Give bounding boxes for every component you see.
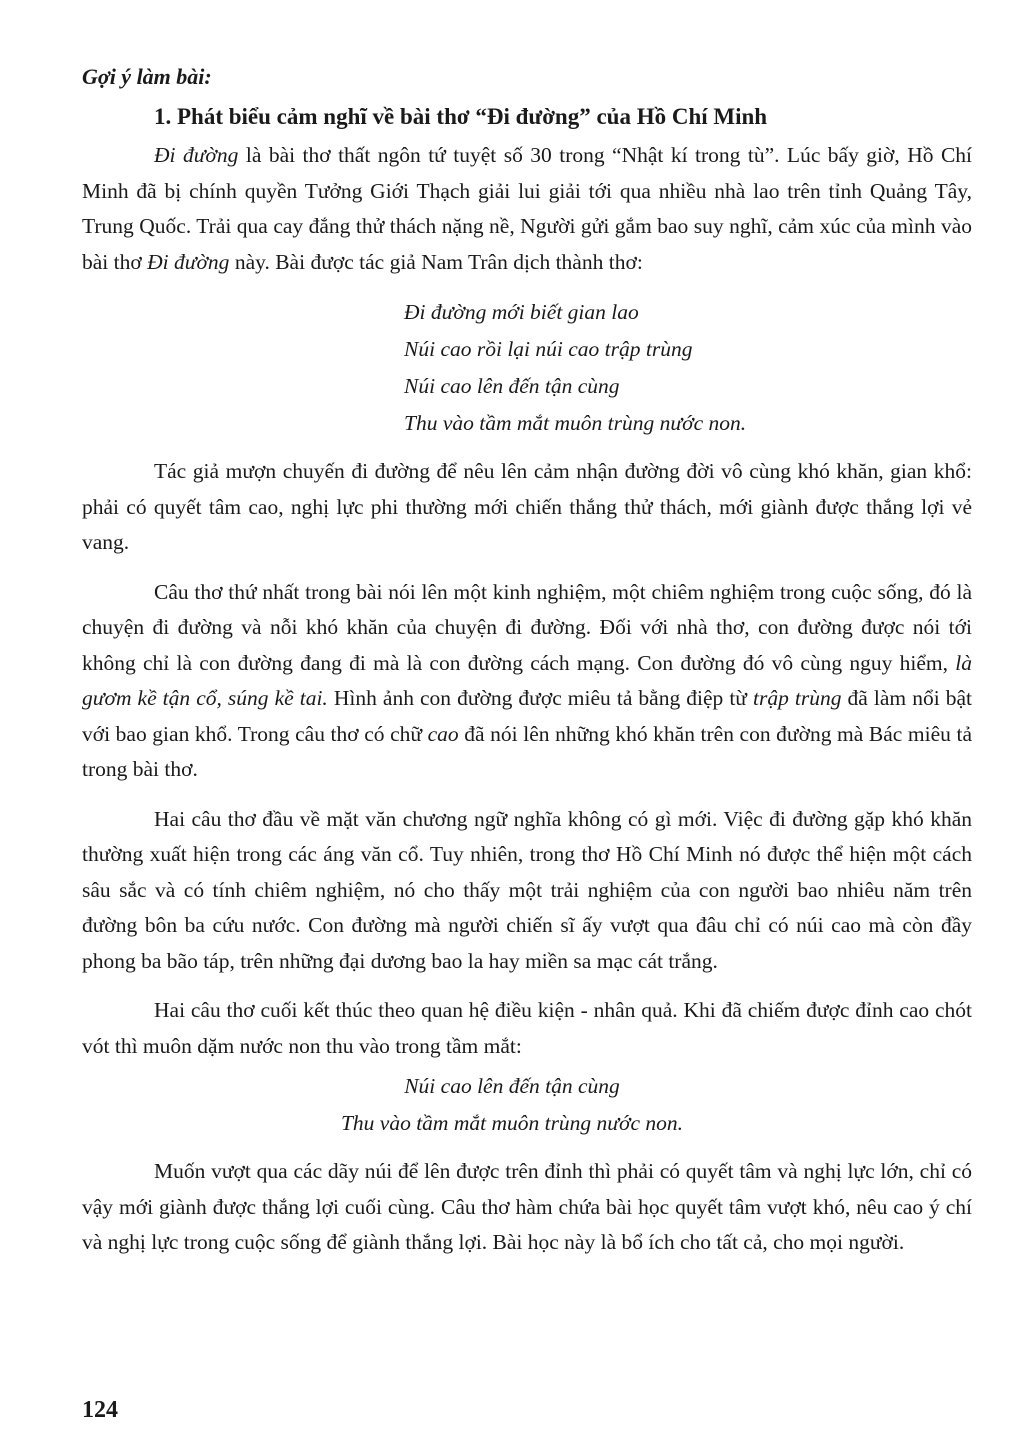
poem-translation (82, 294, 972, 442)
paragraph-text: Câu thơ thứ nhất trong bài nói lên một kinh nghiệm, một chiêm nghiệm trong cuộc sống, đó là chuyện đi đường và nỗi khó khăn của chuyện đi đường. Đối với nhà thơ, con đường được nói tới không chỉ là con đường đang đi mà là con đường cách mạng. Con đường đó vô cùng nguy hiểm, (82, 579, 972, 675)
paragraph-intro (82, 138, 972, 280)
poem-line: Đi đường mới biết gian lao (404, 300, 639, 324)
poem-title-italic: Đi đường (154, 143, 239, 167)
paragraph-text: đã làm nổi bật với bao gian khổ. Trong câu thơ có chữ (82, 686, 972, 746)
paragraph-text: này. Bài được tác giả Nam Trân dịch thành thơ: (229, 249, 643, 274)
paragraph-text: đã nói lên những khó khăn trên con đường mà Bác miêu tả trong bài thơ. (82, 721, 972, 781)
paragraph-last-two-lines: Hai câu thơ cuối kết thúc theo quan hệ điều kiện - nhân quả. Khi đã chiếm được đỉnh cao chót vót thì muôn dặm nước non thu vào trong tầm mắt: (82, 998, 972, 1058)
paragraph-first-line (82, 575, 972, 788)
paragraph-text: là bài thơ thất ngôn tứ tuyệt số 30 trong “Nhật kí trong tù”. Lúc bấy giờ, Hồ Chí Minh đã bị chính quyền Tưởng Giới Thạch giải lui giải tới qua nhiều nhà lao trên tỉnh Quảng Tây, Trung Quốc. Trải qua cay đắng thử thách nặng nề, Người gửi gắm bao suy nghĩ, cảm xúc của mình vào bài thơ (82, 143, 973, 274)
paragraph-text: Hình ảnh con đường được miêu tả bằng điệp từ (327, 686, 754, 710)
essay-heading: 1. Phát biểu cảm nghĩ về bài thơ “Đi đường” của Hồ Chí Minh (154, 104, 768, 129)
paragraph-summary: Tác giả mượn chuyến đi đường để nêu lên cảm nhận đường đời vô cùng khó khăn, gian khổ: phải có quyết tâm cao, nghị lực phi thường mới chiến thắng thử thách, mới giành được thắng lợi vẻ vang. (82, 459, 972, 554)
italic-phrase: trập trùng (753, 686, 842, 710)
poem-quote (82, 1068, 972, 1142)
poem-line: Thu vào tầm mắt muôn trùng nước non. (404, 411, 747, 435)
poem-title-italic: Đi đường (147, 249, 230, 274)
poem-line: Núi cao rồi lại núi cao trập trùng (404, 337, 693, 361)
italic-phrase: là gươm kề tận cổ, súng kề tai. (82, 650, 972, 710)
section-label: Gợi ý làm bài: (82, 64, 212, 89)
poem-line: Núi cao lên đến tận cùng (404, 374, 620, 398)
poem-line: Núi cao lên đến tận cùng (404, 1074, 620, 1098)
document-page (82, 64, 972, 1424)
paragraph-first-two-lines: Hai câu thơ đầu về mặt văn chương ngữ nghĩa không có gì mới. Việc đi đường gặp khó khăn thường xuất hiện trong các áng văn cổ. Tuy nhiên, trong thơ Hồ Chí Minh nó được thể hiện một cách sâu sắc và có tính chiêm nghiệm, nó cho thấy một trải nghiệm của con người bao nhiêu năm trên đường bôn ba cứu nước. Con đường mà người chiến sĩ ấy vượt qua đâu chỉ có núi cao mà còn đầy phong ba bão táp, trên những đại dương bao la hay miền sa mạc cát trắng. (82, 806, 972, 973)
poem-line: Thu vào tầm mắt muôn trùng nước non. (340, 1111, 684, 1135)
page-number: 124 (82, 1397, 118, 1423)
paragraph-conclusion: Muốn vượt qua các dãy núi để lên được trên đỉnh thì phải có quyết tâm và nghị lực lớn, chỉ có vậy mới giành được thắng lợi cuối cùng. Câu thơ hàm chứa bài học quyết tâm vượt khó, nêu cao ý chí và nghị lực trong cuộc sống để giành thắng lợi. Bài học này là bổ ích cho tất cả, cho mọi người. (82, 1159, 972, 1254)
italic-phrase: cao (427, 721, 459, 746)
